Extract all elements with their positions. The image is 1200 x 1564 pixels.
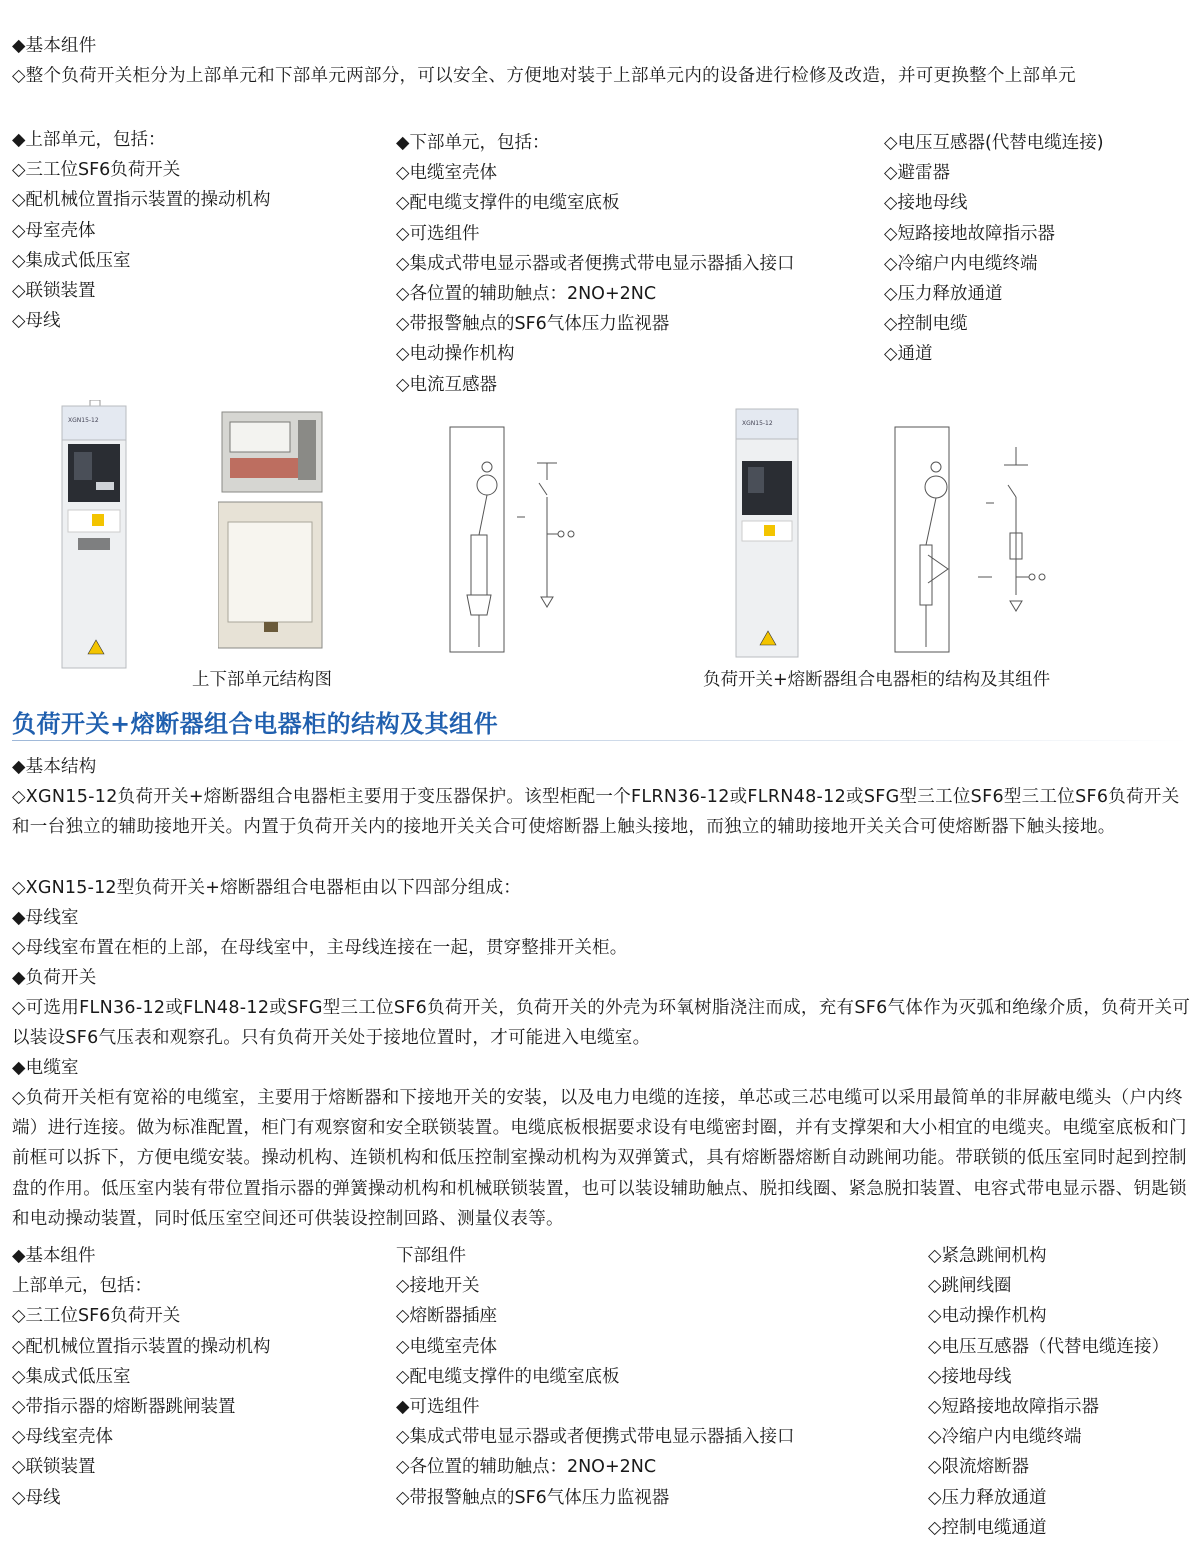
list-item: ◇配电缆支撑件的电缆室底板: [396, 1366, 620, 1387]
list-item: ◇紧急跳闸机构: [928, 1246, 1047, 1266]
section1-col3: [884, 128, 1104, 370]
list-item: ◇可选组件: [396, 223, 480, 244]
busbar-room-text: ◇母线室布置在柜的上部，在母线室中，主母线连接在一起，贯穿整排开关柜。: [12, 938, 628, 958]
list-item: ◇三工位SF6负荷开关: [12, 160, 181, 181]
list-item: ◇联锁装置: [12, 1457, 96, 1478]
list-item: ◇各位置的辅助触点：2NO+2NC: [396, 284, 657, 305]
list-item: ◇电缆室壳体: [396, 163, 497, 184]
list-item: ◇短路接地故障指示器: [884, 223, 1055, 244]
list-item: ◇电压互感器（代替电缆连接）: [928, 1336, 1169, 1357]
cable-room-title: ◆电缆室: [12, 1058, 79, 1078]
list-item: ◇通道: [884, 344, 933, 365]
list-item: 上部单元，包括：: [12, 1276, 152, 1297]
list-item: ◆上部单元，包括：: [12, 130, 166, 150]
list-item: ◇电动操作机构: [396, 344, 515, 365]
list-item: ◇冷缩户内电缆终端: [884, 253, 1038, 274]
list-item: ◇集成式带电显示器或者便携式带电显示器插入接口: [396, 1427, 795, 1448]
list-item: ◇母线室壳体: [12, 1427, 113, 1448]
list-item: ◇冷缩户内电缆终端: [928, 1427, 1082, 1448]
list-item: ◇控制电缆: [884, 314, 968, 335]
cabinet-label: XGN15-12: [742, 420, 773, 427]
busbar-room-title: ◆母线室: [12, 908, 79, 928]
list-item: ◇各位置的辅助触点：2NO+2NC: [396, 1457, 657, 1478]
section1-title: ◆基本组件: [12, 36, 97, 56]
list-item: ◇接地母线: [884, 193, 968, 214]
section1-col2: [396, 128, 794, 400]
list-item: ◇集成式带电显示器或者便携式带电显示器插入接口: [396, 253, 795, 274]
list-item: ◇带报警触点的SF6气体压力监视器: [396, 314, 670, 335]
section3-col1: [12, 1241, 270, 1513]
composition-text: ◇XGN15-12型负荷开关+熔断器组合电器柜由以下四部分组成：: [12, 878, 522, 898]
section3-col3: [928, 1241, 1169, 1543]
list-item: ◇带报警触点的SF6气体压力监视器: [396, 1487, 670, 1508]
list-item: ◇配机械位置指示装置的操动机构: [12, 1336, 271, 1357]
list-item: ◆下部单元，包括：: [396, 133, 550, 153]
section-heading: 负荷开关+熔断器组合电器柜的结构及其组件: [12, 710, 499, 738]
cabinet-front-figure: [60, 400, 130, 670]
list-item: ◇熔断器插座: [396, 1306, 497, 1327]
figure-caption-right: 负荷开关+熔断器组合电器柜的结构及其组件: [703, 670, 1051, 690]
section3-col2: [396, 1241, 794, 1513]
section1-intro: ◇整个负荷开关柜分为上部单元和下部单元两部分，可以安全、方便地对装于上部单元内的设备进行检修及改造，并可更换整个上部单元: [12, 66, 1076, 86]
basic-structure-title: ◆基本结构: [12, 757, 97, 777]
cabinet-label: XGN15-12: [68, 417, 99, 424]
cross-section-diagram-2: [890, 425, 1070, 655]
list-item: ◇集成式低压室: [12, 1366, 131, 1387]
list-item: ◇母线: [12, 311, 61, 332]
list-item: ◇电动操作机构: [928, 1306, 1047, 1327]
load-switch-text: ◇可选用FLN36-12或FLN48-12或SFG型三工位SF6负荷开关，负荷开关的外壳为环氧树脂浇注而成，充有SF6气体作为灭弧和绝缘介质，负荷开关可以装设SF6气压表和观察孔。只有负荷开关处于接地位置时，才可能进入电缆室。: [12, 998, 1191, 1049]
cabinet-front-figure-2: [734, 405, 802, 660]
list-item: ◆基本组件: [12, 1246, 96, 1266]
list-item: ◇集成式低压室: [12, 250, 131, 271]
heading-divider: [12, 740, 1188, 741]
list-item: ◇避雷器: [884, 163, 950, 184]
section1-col1: [12, 125, 270, 336]
load-switch-title: ◆负荷开关: [12, 968, 97, 988]
list-item: ◇配机械位置指示装置的操动机构: [12, 190, 271, 211]
list-item: 下部组件: [396, 1246, 466, 1266]
figure-caption-left: 上下部单元结构图: [192, 670, 332, 690]
list-item: ◇电压互感器(代替电缆连接): [884, 133, 1104, 153]
list-item: ◇压力释放通道: [928, 1487, 1047, 1508]
unit-modules-figure: [218, 410, 328, 650]
cable-room-text: ◇负荷开关柜有宽裕的电缆室，主要用于熔断器和下接地开关的安装，以及电力电缆的连接，单芯或三芯电缆可以采用最简单的非屏蔽电缆头（户内终端）进行连接。做为标准配置，柜门有观察窗和安全联锁装置。电缆底板根据要求设有电缆密封圈，并有支撑架和大小相宜的电缆夹。电缆室底板和门前框可以拆下，方便电缆安装。操动机构、连锁机构和低压控制室操动机构为双弹簧式，具有熔断器熔断自动跳闸功能。带联锁的低压室同时起到控制盘的作用。低压室内装有带位置指示器的弹簧操动机构和机械联锁装置，也可以装设辅助触点、脱扣线圈、紧急脱扣装置、电容式带电显示器、钥匙锁和电动操动装置，同时低压室空间还可供装设控制回路、测量仪表等。: [12, 1088, 1187, 1229]
list-item: ◇控制电缆通道: [928, 1517, 1047, 1538]
list-item: ◇带指示器的熔断器跳闸装置: [12, 1397, 236, 1418]
list-item: ◇三工位SF6负荷开关: [12, 1306, 181, 1327]
list-item: ◇电流互感器: [396, 374, 497, 395]
cross-section-diagram-1: [445, 425, 585, 655]
list-item: ◆可选组件: [396, 1397, 480, 1418]
list-item: ◇接地母线: [928, 1366, 1012, 1387]
list-item: ◇电缆室壳体: [396, 1336, 497, 1357]
list-item: ◇短路接地故障指示器: [928, 1397, 1099, 1418]
list-item: ◇配电缆支撑件的电缆室底板: [396, 193, 620, 214]
basic-structure-text: ◇XGN15-12负荷开关+熔断器组合电器柜主要用于变压器保护。该型柜配一个FLRN36-12或FLRN48-12或SFG型三工位SF6型三工位SF6负荷开关和一台独立的辅助接地开关。内置于负荷开关内的接地开关关合可使熔断器上触头接地，而独立的辅助接地开关关合可使熔断器下触头接地。: [12, 787, 1180, 838]
list-item: ◇母线: [12, 1487, 61, 1508]
list-item: ◇压力释放通道: [884, 284, 1003, 305]
list-item: ◇跳闸线圈: [928, 1276, 1012, 1297]
list-item: ◇联锁装置: [12, 281, 96, 302]
list-item: ◇母室壳体: [12, 220, 96, 241]
list-item: ◇限流熔断器: [928, 1457, 1029, 1478]
list-item: ◇接地开关: [396, 1276, 480, 1297]
